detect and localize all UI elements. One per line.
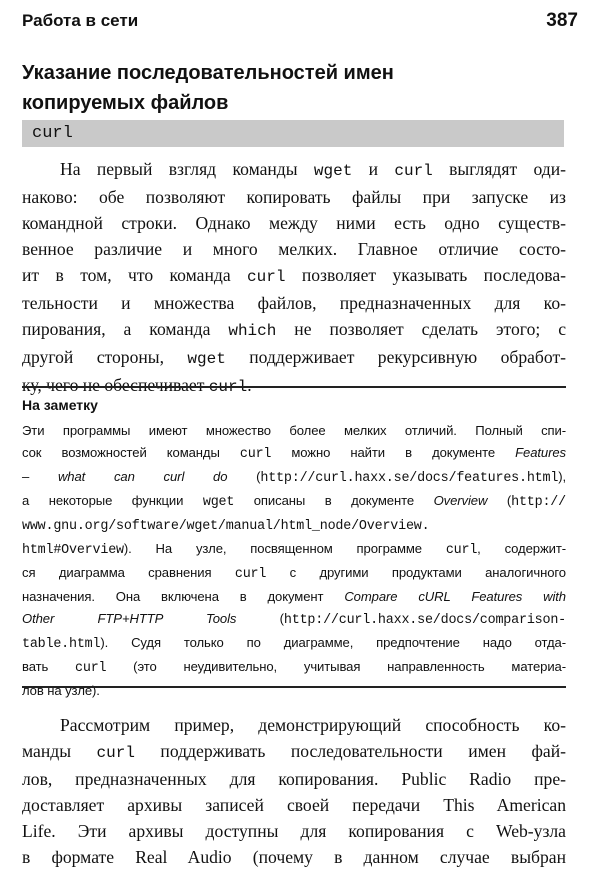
note-line: сок возможностей команды curl можно найти в документе Features <box>22 445 566 462</box>
note-line: Эти программы имеют множество более мелких отличий. Полный спи- <box>22 423 566 438</box>
running-head: Работа в сети <box>22 11 139 30</box>
text-line: Рассмотрим пример, демонстрирующий способность ко- <box>60 715 566 735</box>
note-bottom-rule <box>22 686 566 688</box>
text-line: пирования, а команда which не позволяет сделать этого; с <box>22 319 566 340</box>
note-line: ся диаграмма сравнения curl с другими продуктами аналогичного <box>22 565 566 582</box>
command-banner <box>22 120 564 147</box>
text-line: в формате Real Audio (почему в данном случае выбран <box>22 847 566 867</box>
example-paragraph <box>22 712 566 870</box>
page-header <box>22 8 578 34</box>
note-line: – what can curl do (http://curl.haxx.se/docs/features.html), <box>22 469 566 486</box>
section-title-line: Указание последовательностей имен <box>22 62 394 84</box>
command-name: curl <box>32 124 73 143</box>
note-line: html#Overview). На узле, посвященном программе curl, содержит- <box>22 541 566 558</box>
text-line: манды curl поддерживать последовательности имен фай- <box>22 741 566 762</box>
note-line: назначения. Она включена в документ Compare cURL Features with <box>22 589 566 604</box>
note-line: Other FTP+HTTP Tools (http://curl.haxx.se/docs/comparison- <box>22 611 566 628</box>
section-title <box>22 58 562 118</box>
text-line: ит в том, что команда curl позволяет указывать последова- <box>22 265 566 286</box>
note-line: а некоторые функции wget описаны в документе Overview (http:// <box>22 493 566 510</box>
text-line: доставляет архивы записей своей передачи This American <box>22 795 566 815</box>
text-line: наково: обе позволяют копировать файлы при запуске из <box>22 187 566 207</box>
section-title-line: копируемых файлов <box>22 92 229 114</box>
text-line: другой стороны, wget поддерживает рекурсивную обработ- <box>22 347 566 368</box>
note-line: лов на узле). <box>22 683 100 698</box>
note-title: На заметку <box>22 397 98 413</box>
text-line: командной строки. Однако между ними есть одно существ- <box>22 213 566 233</box>
note-top-rule <box>22 386 566 388</box>
note-body <box>22 420 566 702</box>
text-line: лов, предназначенных для копирования. Public Radio пре- <box>22 769 566 789</box>
note-line: www.gnu.org/software/wget/manual/html_node/Overview. <box>22 519 430 534</box>
note-line: вать curl (это неудивительно, учитывая направленность материа- <box>22 659 566 676</box>
page-number: 387 <box>546 10 578 31</box>
intro-paragraph <box>22 156 566 400</box>
text-line: На первый взгляд команды wget и curl выглядят оди- <box>60 159 566 180</box>
text-line: венное различие и много мелких. Главное отличие состо- <box>22 239 566 259</box>
note-line: table.html). Судя только по диаграмме, предпочтение надо отда- <box>22 635 566 652</box>
text-line: ку, чего не обеспечивает curl. <box>22 375 252 396</box>
text-line: тельности и множества файлов, предназначенных для ко- <box>22 293 566 313</box>
text-line: Life. Эти архивы доступны для копирования с Web-узла <box>22 821 566 841</box>
